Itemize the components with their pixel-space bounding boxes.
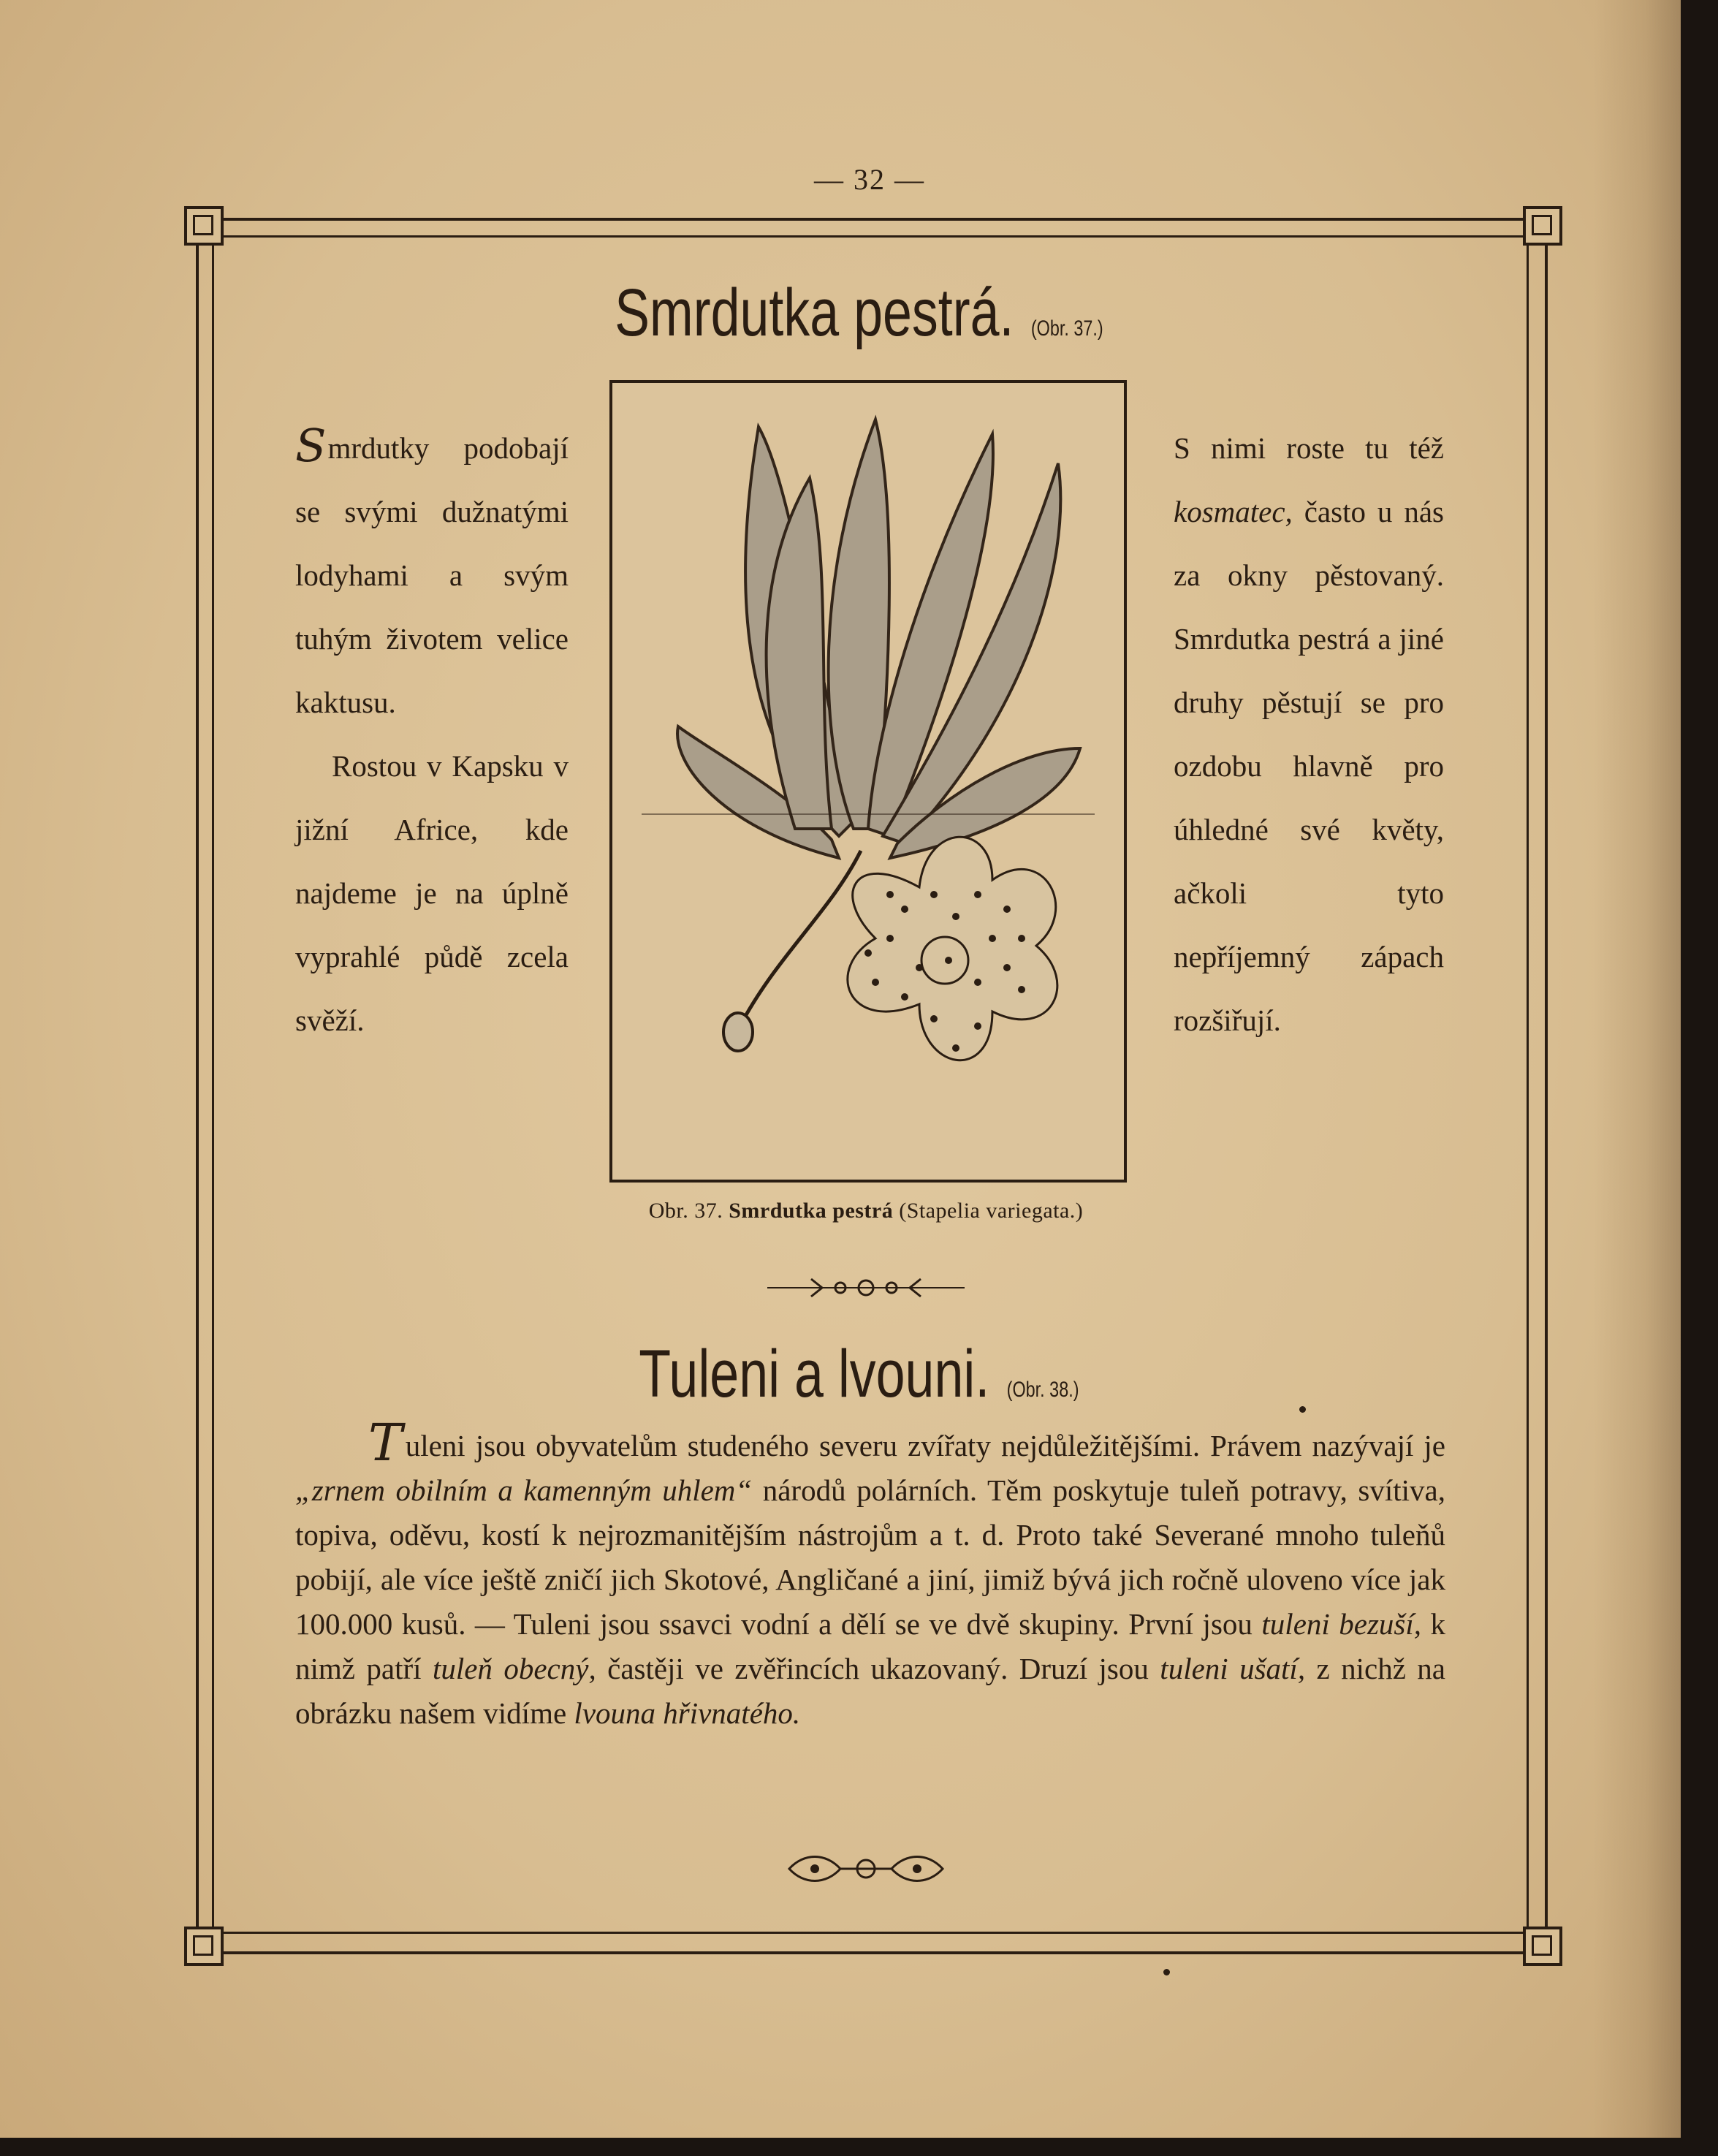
figure-reference: (Obr. 37.) — [1030, 316, 1103, 341]
frame-corner-ornament — [184, 1927, 224, 1966]
body-text-span: z nichž na obrázku našem vidíme — [295, 1652, 1446, 1730]
left-paragraph-1: mrdutky podobají se svými dužnatými lodyhami a svým tuhým životem velice kaktusu. — [295, 431, 569, 719]
body-text-span: národů polárních. Těm poskytuje tuleň potravy, svítiva, topiva, oděvu, kostí k nejrozmanitějším nástrojům a t. d. Proto také Severané mnoho tuleňů pobijí, ale více ještě zničí jich Skotové, Angličané a jiní, jimiž bývá jich ročně uloveno více jak 100.000 kusů. — Tuleni jsou ssavci vodní a dělí se ve dvě skupiny. První jsou — [295, 1473, 1445, 1641]
figure-caption — [512, 1199, 1220, 1223]
star-flower — [848, 837, 1057, 1060]
right-text-2: často u nás za okny pěstovaný. Smrdutka pestrá a jiné druhy pěstují se pro ozdobu hlavně pro úhledné své květy, ačkoli tyto nepříjemný zápach rozšiřují. — [1174, 495, 1444, 1037]
stapelia-illustration — [609, 380, 1127, 1183]
stapelia-drawing — [612, 383, 1124, 1180]
body-italic-span: tuleň obecný, — [432, 1652, 596, 1685]
right-text-italic: kosmatec, — [1174, 495, 1293, 528]
caption-suffix: (Stapelia variegata.) — [893, 1199, 1084, 1223]
ink-spot — [1299, 1406, 1306, 1413]
body-text-span: častěji ve zvěřincích ukazovaný. Druzí jsou — [596, 1652, 1160, 1685]
left-paragraph-2: Rostou v Kapsku v jižní Africe, kde najdeme je na úplně vyprahlé půdě zcela svěží. — [295, 749, 569, 1037]
left-column-text — [295, 417, 569, 1052]
right-text-1: S nimi roste tu též — [1174, 431, 1444, 465]
section-title-tuleni — [189, 1336, 1529, 1413]
frame-corner-ornament — [1523, 206, 1562, 246]
tuleni-paragraph — [295, 1413, 1446, 1736]
title-text: Tuleni a lvouni. — [639, 1337, 990, 1411]
right-column-text — [1174, 417, 1444, 1052]
body-italic-span: „zrnem obilním a kamenným uhlem“ — [295, 1473, 753, 1507]
page-edge-shadow — [1593, 0, 1681, 2138]
end-ornament — [782, 1849, 950, 1889]
title-text: Smrdutka pestrá. — [615, 276, 1014, 350]
divider-ornament — [767, 1272, 965, 1304]
drop-cap: T — [368, 1413, 403, 1473]
body-italic-span: lvouna hřivnatého. — [574, 1696, 801, 1730]
ink-spot — [1163, 1969, 1170, 1975]
caption-bold: Smrdutka pestrá — [729, 1199, 894, 1223]
page-number: — 32 — — [814, 163, 925, 196]
caption-prefix: Obr. 37. — [648, 1199, 729, 1223]
figure-reference: (Obr. 38.) — [1006, 1378, 1079, 1402]
drop-cap: S — [295, 419, 327, 472]
body-text-span: k nimž patří — [295, 1607, 1446, 1685]
section-title-smrdutka — [189, 275, 1529, 352]
frame-corner-ornament — [1523, 1927, 1562, 1966]
flower-bud — [723, 1013, 753, 1051]
flower-stalk — [744, 851, 861, 1019]
frame-corner-ornament — [184, 206, 224, 246]
body-italic-span: tuleni ušatí, — [1160, 1652, 1306, 1685]
body-text-span: uleni jsou obyvatelům studeného severu zvířaty nejdůležitějšími. Právem nazývají je — [405, 1429, 1445, 1462]
body-italic-span: tuleni bezuší, — [1261, 1607, 1422, 1641]
